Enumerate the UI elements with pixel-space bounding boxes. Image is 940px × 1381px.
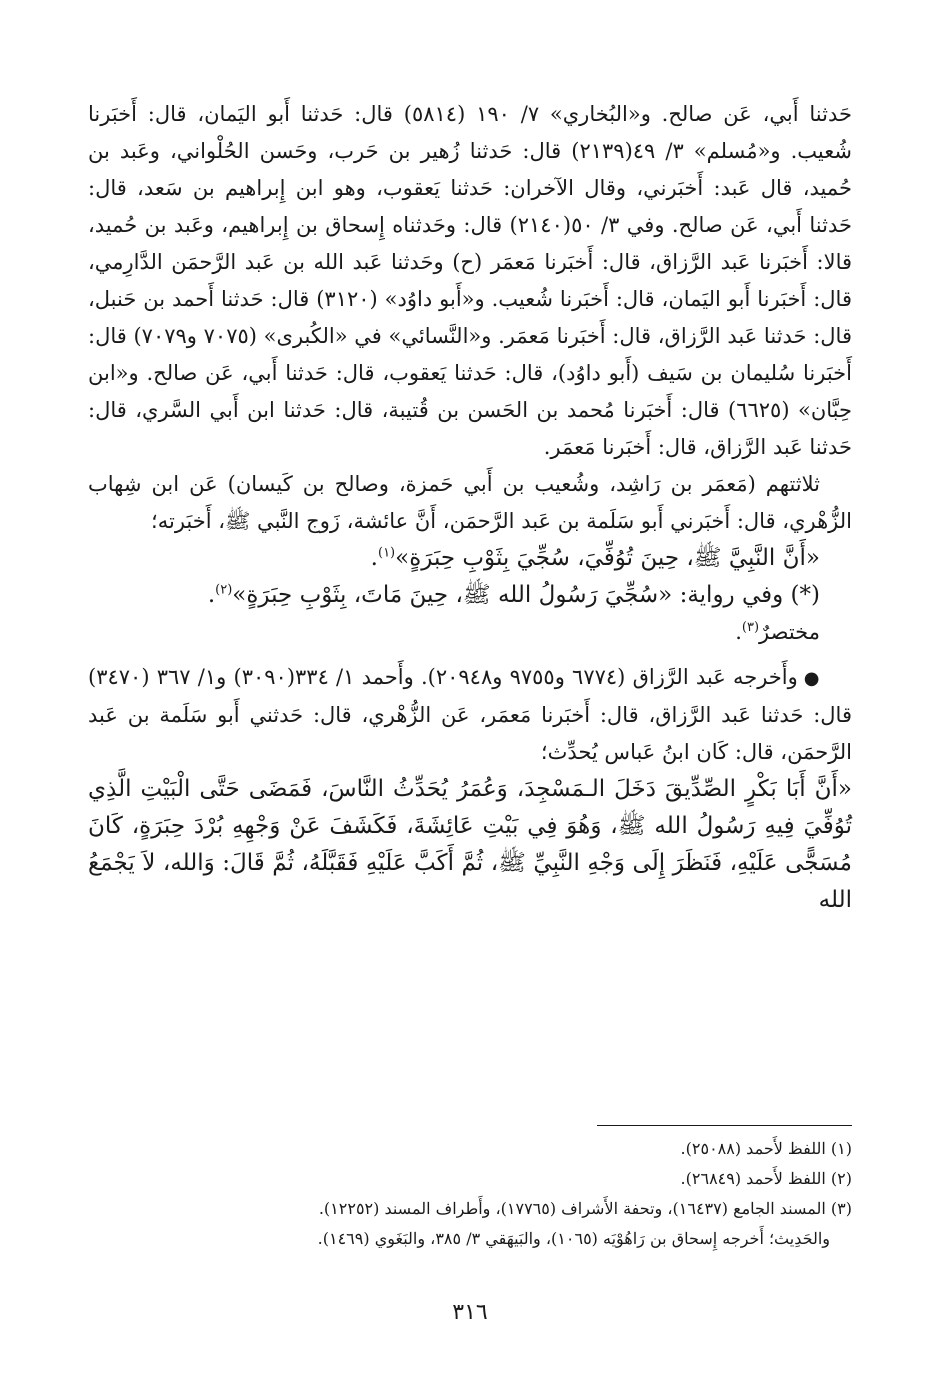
footnote-ref-1[interactable]: (١): [377, 545, 396, 561]
bullet-icon: ●: [803, 668, 820, 689]
second-hadith-text: «أَنَّ أَبَا بَكْرٍ الصِّدِّيقَ دَخَلَ الـمَسْجِدَ، وَعُمَرُ يُحَدِّثُ النَّاسَ، فَمَضَى حَتَّى الْبَيْتِ الَّذِي تُوُفِّيَ فِيهِ رَسُولُ الله ﷺ، وَهُوَ فِي بَيْتِ عَائِشَةَ، فَكَشَفَ عَنْ وَجْهِهِ بُرْدَ حِبَرَةٍ، كَانَ مُسَجًّى عَلَيْهِ، فَنَظَرَ إِلَى وَجْهِ النَّبِيِّ ﷺ، ثُمَّ أَكَبَّ عَلَيْهِ فَقَبَّلَهُ، ثُمَّ قَالَ: وَالله، لاَ يَجْمَعُ الله: [88, 776, 852, 913]
footnote-1: (١) اللفظ لأَحمد (٢٥٠٨٨).: [680, 1139, 852, 1158]
abridged-label: مختصرٌ$^{(٣)}$.: [735, 620, 820, 644]
footnote-ref-3[interactable]: (٣): [741, 620, 760, 635]
second-takhrij-paragraph: ●وأَخرجه عَبد الرَّزاق (٦٧٧٤ و٩٧٥٥ و٢٠٩٤٨). وأَحمد ١/ ٣٣٤(٣٠٩٠) و١/ ٣٦٧ (٣٤٧٠) قال: حَدثنا عَبد الرَّزاق، قال: أَخبَرنا مَعمَر، عَن الزُّهْري، قال: حَدثني أَبو سَلَمة بن عَبد الرَّحمَن، قال: كَان ابنُ عَباس يُحدِّث؛: [88, 665, 852, 764]
footnotes: [88, 1134, 852, 1254]
footnote-3-continuation: والحَدِيث؛ أَخرجه إِسحاق بن رَاهُوْيَه (١٠٦٥)، والبَيهَقي ٣/ ٣٨٥، والبَغَوي (١٤٦٩).: [317, 1229, 830, 1248]
footnote-2: (٢) اللفظ لأَحمد (٢٦٨٤٩).: [680, 1169, 852, 1188]
footnote-3: (٣) المسند الجامع (١٦٤٣٧)، وتحفة الأَشراف (١٧٧٦٥)، وأَطراف المسند (١٢٢٥٢).: [318, 1199, 852, 1218]
variant-matn: (*) وفي رواية: «سُجِّيَ رَسُولُ الله ﷺ، حِينَ مَاتَ، بِثَوْبِ حِبَرَةٍ»: [232, 582, 820, 608]
page-number: ٣١٦: [452, 1300, 488, 1325]
main-text: [88, 96, 852, 919]
footnote-ref-2[interactable]: (٢): [215, 582, 233, 598]
takhrij-paragraph: حَدثنا أَبي، عَن صالح. و«البُخاري» ٧/ ١٩٠ (٥٨١٤) قال: حَدثنا أَبو اليَمان، قال: أَخبَرنا شُعيب. و«مُسلم» ٣/ ٤٩(٢١٣٩) قال: حَدثنا زُهير بن حَرب، وحَسن الحُلْواني، وعَبد بن حُميد، قال عَبد: أَخبَرني، وقال الآخران: حَدثنا يَعقوب، وهو ابن إِبراهيم بن سَعد، قال: حَدثنا أَبي، عَن صالح. وفي ٣/ ٥٠(٢١٤٠) قال: وحَدثناه إِسحاق بن إِبراهيم، وعَبد بن حُميد، قالا: أَخبَرنا عَبد الرَّزاق، قال: أَخبَرنا مَعمَر (ح) وحَدثنا عَبد الله بن عَبد الرَّحمَن الدَّارِمي، قال: أَخبَرنا أَبو اليَمان، قال: أَخبَرنا شُعيب. و«أَبو داوُد» (٣١٢٠) قال: حَدثنا أَحمد بن حَنبل، قال: حَدثنا عَبد الرَّزاق، قال: أَخبَرنا مَعمَر. و«النَّسائي» في «الكُبرى» (٧٠٧٥ و٧٠٧٩) قال: أَخبَرنا سُليمان بن سَيف (أَبو داوُد)، قال: حَدثنا يَعقوب، قال: حَدثنا أَبي، عَن صالح. و«ابن حِبَّان» (٦٦٢٥) قال: أَخبَرنا مُحمد بن الحَسن بن قُتيبة، قال: حَدثنا ابن أَبي السَّري، قال: حَدثنا عَبد الرَّزاق، قال: أَخبَرنا مَعمَر.: [88, 102, 852, 459]
hadith-text: «أَنَّ النَّبِيَّ ﷺ، حِينَ تُوُفِّيَ، سُجِّيَ بِثَوْبِ حِبَرَةٍ»$^{(١)}$.: [370, 545, 820, 571]
hadith-variant: (*) وفي رواية: «سُجِّيَ رَسُولُ الله ﷺ، حِينَ مَاتَ، بِثَوْبِ حِبَرَةٍ»$^{(٢)}$.: [207, 582, 820, 608]
hadith-matn: «أَنَّ النَّبِيَّ ﷺ، حِينَ تُوُفِّيَ، سُجِّيَ بِثَوْبِ حِبَرَةٍ»: [395, 545, 820, 571]
footnote-divider: [597, 1125, 852, 1126]
isnad-paragraph: ثلاثتهم (مَعمَر بن رَاشِد، وشُعيب بن أَبي حَمزة، وصالح بن كَيسان) عَن ابن شِهاب الزُّهْري، قال: أَخبَرني أَبو سَلَمة بن عَبد الرَّحمَن، أَنَّ عائشة، زَوج النَّبي ﷺ، أَخبَرته؛: [88, 472, 852, 533]
